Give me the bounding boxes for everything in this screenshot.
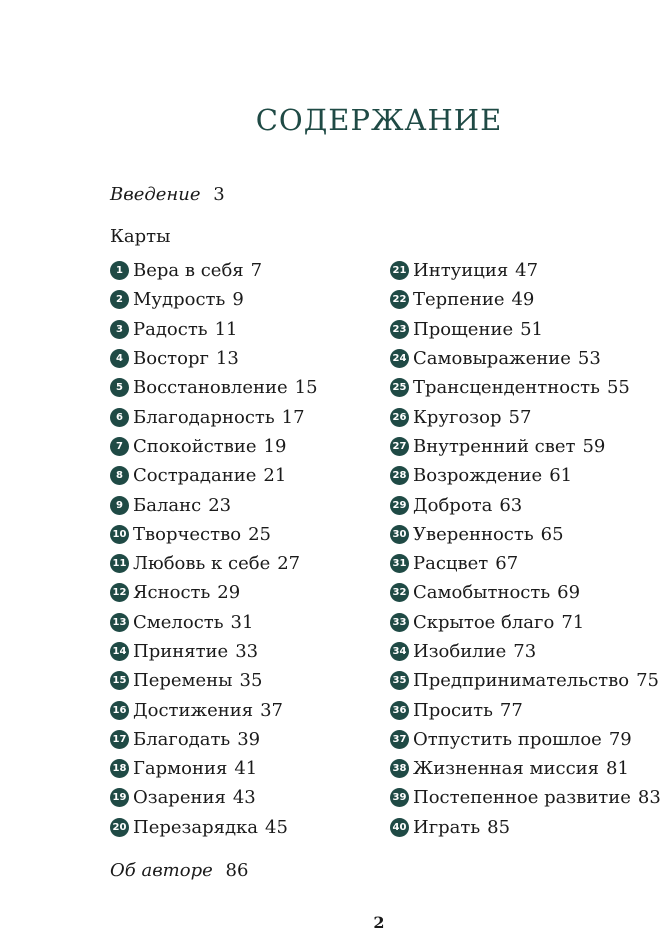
entry-label: Сострадание — [133, 465, 257, 487]
entry-number-badge: 9 — [110, 496, 129, 515]
entry-number-badge: 16 — [110, 701, 129, 720]
entry-number-badge: 27 — [390, 437, 409, 456]
entry-number-badge: 8 — [110, 466, 129, 485]
entry-number-badge: 25 — [390, 378, 409, 397]
entry-label: Мудрость — [133, 289, 226, 311]
entry-page: 31 — [230, 611, 254, 633]
toc-about-label: Об авторе — [110, 860, 213, 881]
toc-entry[interactable] — [110, 783, 318, 812]
entry-number-badge: 21 — [390, 261, 409, 280]
entry-number-badge: 5 — [110, 378, 129, 397]
entry-page: 65 — [540, 523, 564, 545]
entry-label: Любовь к себе — [133, 553, 271, 575]
entry-label: Внутренний свет — [413, 435, 576, 457]
entry-label: Ясность — [133, 582, 211, 604]
entry-page: 7 — [250, 260, 263, 282]
entry-label: Доброта — [413, 494, 493, 516]
entry-page: 23 — [208, 494, 232, 516]
entry-page: 35 — [239, 670, 263, 692]
entry-label: Творчество — [133, 523, 242, 545]
toc-entry[interactable] — [390, 344, 661, 373]
toc-entry[interactable] — [110, 373, 318, 402]
entry-label: Терпение — [413, 289, 505, 311]
toc-entry[interactable] — [110, 520, 318, 549]
cards-heading: Карты — [110, 226, 171, 247]
entry-page: 33 — [235, 641, 259, 662]
toc-intro[interactable] — [110, 184, 225, 205]
entry-page: 81 — [606, 758, 629, 780]
entry-label: Озарения — [133, 787, 226, 809]
entry-number-badge: 28 — [390, 466, 409, 485]
entry-page: 79 — [608, 728, 632, 750]
page-number: 2 — [373, 913, 385, 932]
toc-entry[interactable] — [110, 637, 318, 666]
entry-label: Достижения — [133, 699, 254, 721]
toc-entry[interactable] — [390, 666, 661, 695]
toc-entry[interactable] — [390, 373, 661, 402]
entry-label: Изобилие — [413, 641, 507, 662]
toc-entry[interactable] — [390, 637, 661, 666]
entry-number-badge: 30 — [390, 525, 409, 544]
entry-page: 27 — [277, 553, 301, 575]
page-title: СОДЕРЖАНИЕ — [255, 103, 503, 137]
entry-page: 73 — [513, 641, 537, 662]
entry-label: Гармония — [133, 758, 228, 780]
toc-entry[interactable] — [110, 256, 318, 285]
entry-page: 63 — [499, 494, 523, 516]
entry-page: 9 — [232, 289, 244, 311]
toc-entry[interactable] — [390, 315, 661, 344]
entry-label: Играть — [413, 816, 481, 838]
entry-page: 15 — [294, 377, 318, 399]
entry-page: 61 — [549, 465, 573, 487]
entry-page: 53 — [577, 348, 601, 370]
entry-label: Спокойствие — [133, 435, 257, 457]
entry-page: 47 — [515, 260, 539, 282]
entry-page: 13 — [215, 348, 239, 370]
entry-page: 55 — [606, 377, 630, 399]
entry-page: 43 — [232, 787, 256, 809]
entry-page: 77 — [499, 699, 523, 721]
entry-number-badge: 12 — [110, 583, 129, 602]
entry-page: 19 — [263, 435, 287, 457]
entry-label: Предпринимательство — [413, 670, 630, 692]
entry-number-badge: 11 — [110, 554, 129, 573]
entry-page: 57 — [508, 406, 532, 428]
toc-entry[interactable] — [390, 578, 661, 607]
toc-about[interactable] — [110, 860, 248, 881]
entry-label: Интуиция — [413, 260, 509, 282]
entry-label: Благодать — [133, 728, 231, 750]
toc-entry[interactable] — [390, 432, 661, 461]
entry-number-badge: 10 — [110, 525, 129, 544]
entry-page: 21 — [263, 465, 287, 487]
entry-number-badge: 36 — [390, 701, 409, 720]
toc-entry[interactable] — [390, 490, 661, 519]
entry-page: 37 — [260, 699, 283, 721]
toc-entry[interactable] — [390, 520, 661, 549]
entry-number-badge: 13 — [110, 613, 129, 632]
entry-number-badge: 35 — [390, 671, 409, 690]
entry-number-badge: 15 — [110, 671, 129, 690]
entry-label: Баланс — [133, 494, 202, 516]
toc-intro-page: 3 — [213, 184, 225, 205]
entry-page: 41 — [234, 758, 258, 780]
entry-number-badge: 34 — [390, 642, 409, 661]
toc-entry[interactable] — [110, 813, 318, 842]
toc-entry[interactable] — [110, 578, 318, 607]
toc-entry[interactable] — [110, 402, 318, 431]
entry-label: Жизненная миссия — [413, 758, 600, 780]
entry-label: Прощение — [413, 318, 514, 340]
toc-entry[interactable] — [110, 315, 318, 344]
entry-page: 11 — [214, 318, 238, 340]
entry-number-badge: 40 — [390, 818, 409, 837]
entry-label: Принятие — [133, 641, 229, 662]
entry-label: Возрождение — [413, 465, 543, 487]
entry-page: 59 — [582, 435, 606, 457]
entry-page: 17 — [281, 406, 305, 428]
toc-entry[interactable] — [390, 754, 661, 783]
entry-page: 67 — [495, 553, 519, 575]
entry-number-badge: 22 — [390, 290, 409, 309]
entry-number-badge: 20 — [110, 818, 129, 837]
toc-entry[interactable] — [110, 432, 318, 461]
entry-page: 29 — [217, 582, 241, 604]
entry-number-badge: 24 — [390, 349, 409, 368]
toc-entry[interactable] — [390, 461, 661, 490]
toc-intro-label: Введение — [110, 184, 201, 205]
toc-entry[interactable] — [390, 783, 661, 812]
toc-entry[interactable] — [390, 813, 661, 842]
entry-number-badge: 29 — [390, 496, 409, 515]
entry-label: Благодарность — [133, 406, 275, 428]
toc-entry[interactable] — [390, 256, 661, 285]
entry-page: 45 — [265, 816, 288, 838]
entry-label: Восторг — [133, 348, 209, 370]
entry-page: 71 — [561, 611, 585, 633]
toc-entry[interactable] — [390, 402, 661, 431]
toc-entry[interactable] — [390, 695, 661, 724]
entry-label: Трансцендентность — [413, 377, 600, 399]
entry-page: 49 — [511, 289, 535, 311]
toc-entry[interactable] — [110, 490, 318, 519]
entry-label: Вера в себя — [133, 260, 244, 282]
toc-entry[interactable] — [390, 608, 661, 637]
entry-number-badge: 23 — [390, 320, 409, 339]
entry-page: 25 — [248, 523, 271, 545]
toc-entry[interactable] — [110, 666, 318, 695]
entry-number-badge: 3 — [110, 320, 129, 339]
entry-label: Расцвет — [413, 553, 489, 575]
toc-entry[interactable] — [110, 608, 318, 637]
entry-label: Радость — [133, 318, 208, 340]
entry-page: 83 — [637, 787, 661, 809]
toc-entry[interactable] — [110, 725, 318, 754]
entry-label: Уверенность — [413, 523, 534, 545]
entry-number-badge: 26 — [390, 408, 409, 427]
toc-entry[interactable] — [110, 461, 318, 490]
entry-number-badge: 7 — [110, 437, 129, 456]
entry-page: 39 — [237, 728, 261, 750]
entry-number-badge: 1 — [110, 261, 129, 280]
entry-label: Скрытое благо — [413, 611, 555, 633]
entry-label: Самобытность — [413, 582, 551, 604]
toc-entry[interactable] — [110, 285, 318, 314]
entry-label: Перемены — [133, 670, 233, 692]
entry-number-badge: 31 — [390, 554, 409, 573]
entry-number-badge: 2 — [110, 290, 129, 309]
entry-number-badge: 33 — [390, 613, 409, 632]
toc-entry[interactable] — [390, 725, 661, 754]
entry-label: Самовыражение — [413, 348, 571, 370]
toc-entry[interactable] — [110, 695, 318, 724]
toc-column-left — [110, 256, 318, 842]
entry-number-badge: 37 — [390, 730, 409, 749]
toc-about-page: 86 — [225, 860, 249, 881]
toc-entry[interactable] — [110, 754, 318, 783]
entry-number-badge: 38 — [390, 759, 409, 778]
entry-number-badge: 32 — [390, 583, 409, 602]
toc-entry[interactable] — [110, 549, 318, 578]
entry-page: 75 — [636, 670, 659, 692]
entry-label: Кругозор — [413, 406, 502, 428]
entry-label: Смелость — [133, 611, 224, 633]
entry-page: 69 — [557, 582, 581, 604]
entry-number-badge: 6 — [110, 408, 129, 427]
toc-entry[interactable] — [110, 344, 318, 373]
entry-number-badge: 19 — [110, 788, 129, 807]
entry-number-badge: 39 — [390, 788, 409, 807]
entry-number-badge: 18 — [110, 759, 129, 778]
entry-label: Постепенное развитие — [413, 787, 631, 809]
entry-label: Просить — [413, 699, 493, 721]
toc-entry[interactable] — [390, 549, 661, 578]
entry-number-badge: 4 — [110, 349, 129, 368]
entry-label: Отпустить прошлое — [413, 728, 602, 750]
toc-column-right — [390, 256, 661, 842]
entry-label: Восстановление — [133, 377, 288, 399]
entry-number-badge: 17 — [110, 730, 129, 749]
entry-page: 51 — [520, 318, 543, 340]
entry-page: 85 — [487, 816, 511, 838]
toc-entry[interactable] — [390, 285, 661, 314]
entry-number-badge: 14 — [110, 642, 129, 661]
entry-label: Перезарядка — [133, 816, 259, 838]
